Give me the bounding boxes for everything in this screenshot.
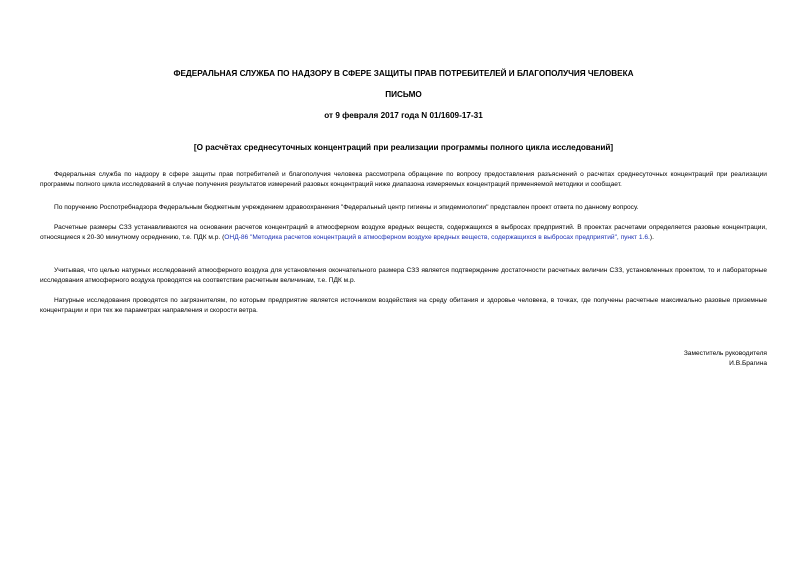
document-date-number: от 9 февраля 2017 года N 01/1609-17-31 xyxy=(324,111,483,120)
paragraph-3-text-end: ). xyxy=(649,234,654,242)
document-type-heading: ПИСЬМО xyxy=(385,90,422,99)
signatory-name: И.В.Брагина xyxy=(729,360,767,367)
paragraph-4: Учитывая, что целью натурных исследований атмосферного воздуха для установления окончательного размера СЗЗ является подтверждение достаточности расчетных величин СЗЗ, установленных проектом, то и лабораторные исследования атмосферного воздуха проводятся на соответствие расчетным величинам, т.е. ПДК м.р. xyxy=(40,267,767,285)
paragraph-3-text-start: Расчетные размеры СЗЗ устанавливаются на основании расчетов концентраций в атмосферном воздухе вредных веществ, содержащихся в выбросах предприятий. В проектах расчетами определяется разовые концентрации, относящиеся к 20-30 минутному осреднению, т.е. ПДК м.р. ( xyxy=(40,224,767,242)
paragraph-1: Федеральная служба по надзору в сфере защиты прав потребителей и благополучия человека рассмотрела обращение по вопросу предоставления разъяснений о расчетах среднесуточных концентраций при реализации программы полного цикла исследований в случае получения результатов измерений разовых концентраций ниже диапазона измеряемых концентраций применяемой методики и сообщает. xyxy=(40,171,767,189)
organization-heading: ФЕДЕРАЛЬНАЯ СЛУЖБА ПО НАДЗОРУ В СФЕРЕ ЗАЩИТЫ ПРАВ ПОТРЕБИТЕЛЕЙ И БЛАГОПОЛУЧИЯ ЧЕЛОВЕКА xyxy=(173,69,634,78)
signatory-title: Заместитель руководителя xyxy=(683,350,767,357)
ond-86-reference-link[interactable]: ОНД-86 "Методика расчетов концентраций в атмосферном воздухе вредных веществ, содержащихся в выбросах предприятий", пункт 1.6. xyxy=(224,234,650,242)
paragraph-5: Натурные исследования проводятся по загрязнителям, по которым предприятие является источником воздействия на среду обитания и здоровье человека, в точках, где получены расчетные максимально разовые приземные концентрации и при тех же параметрах направления и скорости ветра. xyxy=(40,297,767,315)
paragraph-3 xyxy=(40,223,767,244)
paragraph-2: По поручению Роспотребнадзора Федеральным бюджетным учреждением здравоохранения "Федеральный центр гигиены и эпидемиологии" представлен проект ответа по данному вопросу. xyxy=(54,204,639,211)
document-subject: [О расчётах среднесуточных концентраций при реализации программы полного цикла исследований] xyxy=(193,143,614,152)
